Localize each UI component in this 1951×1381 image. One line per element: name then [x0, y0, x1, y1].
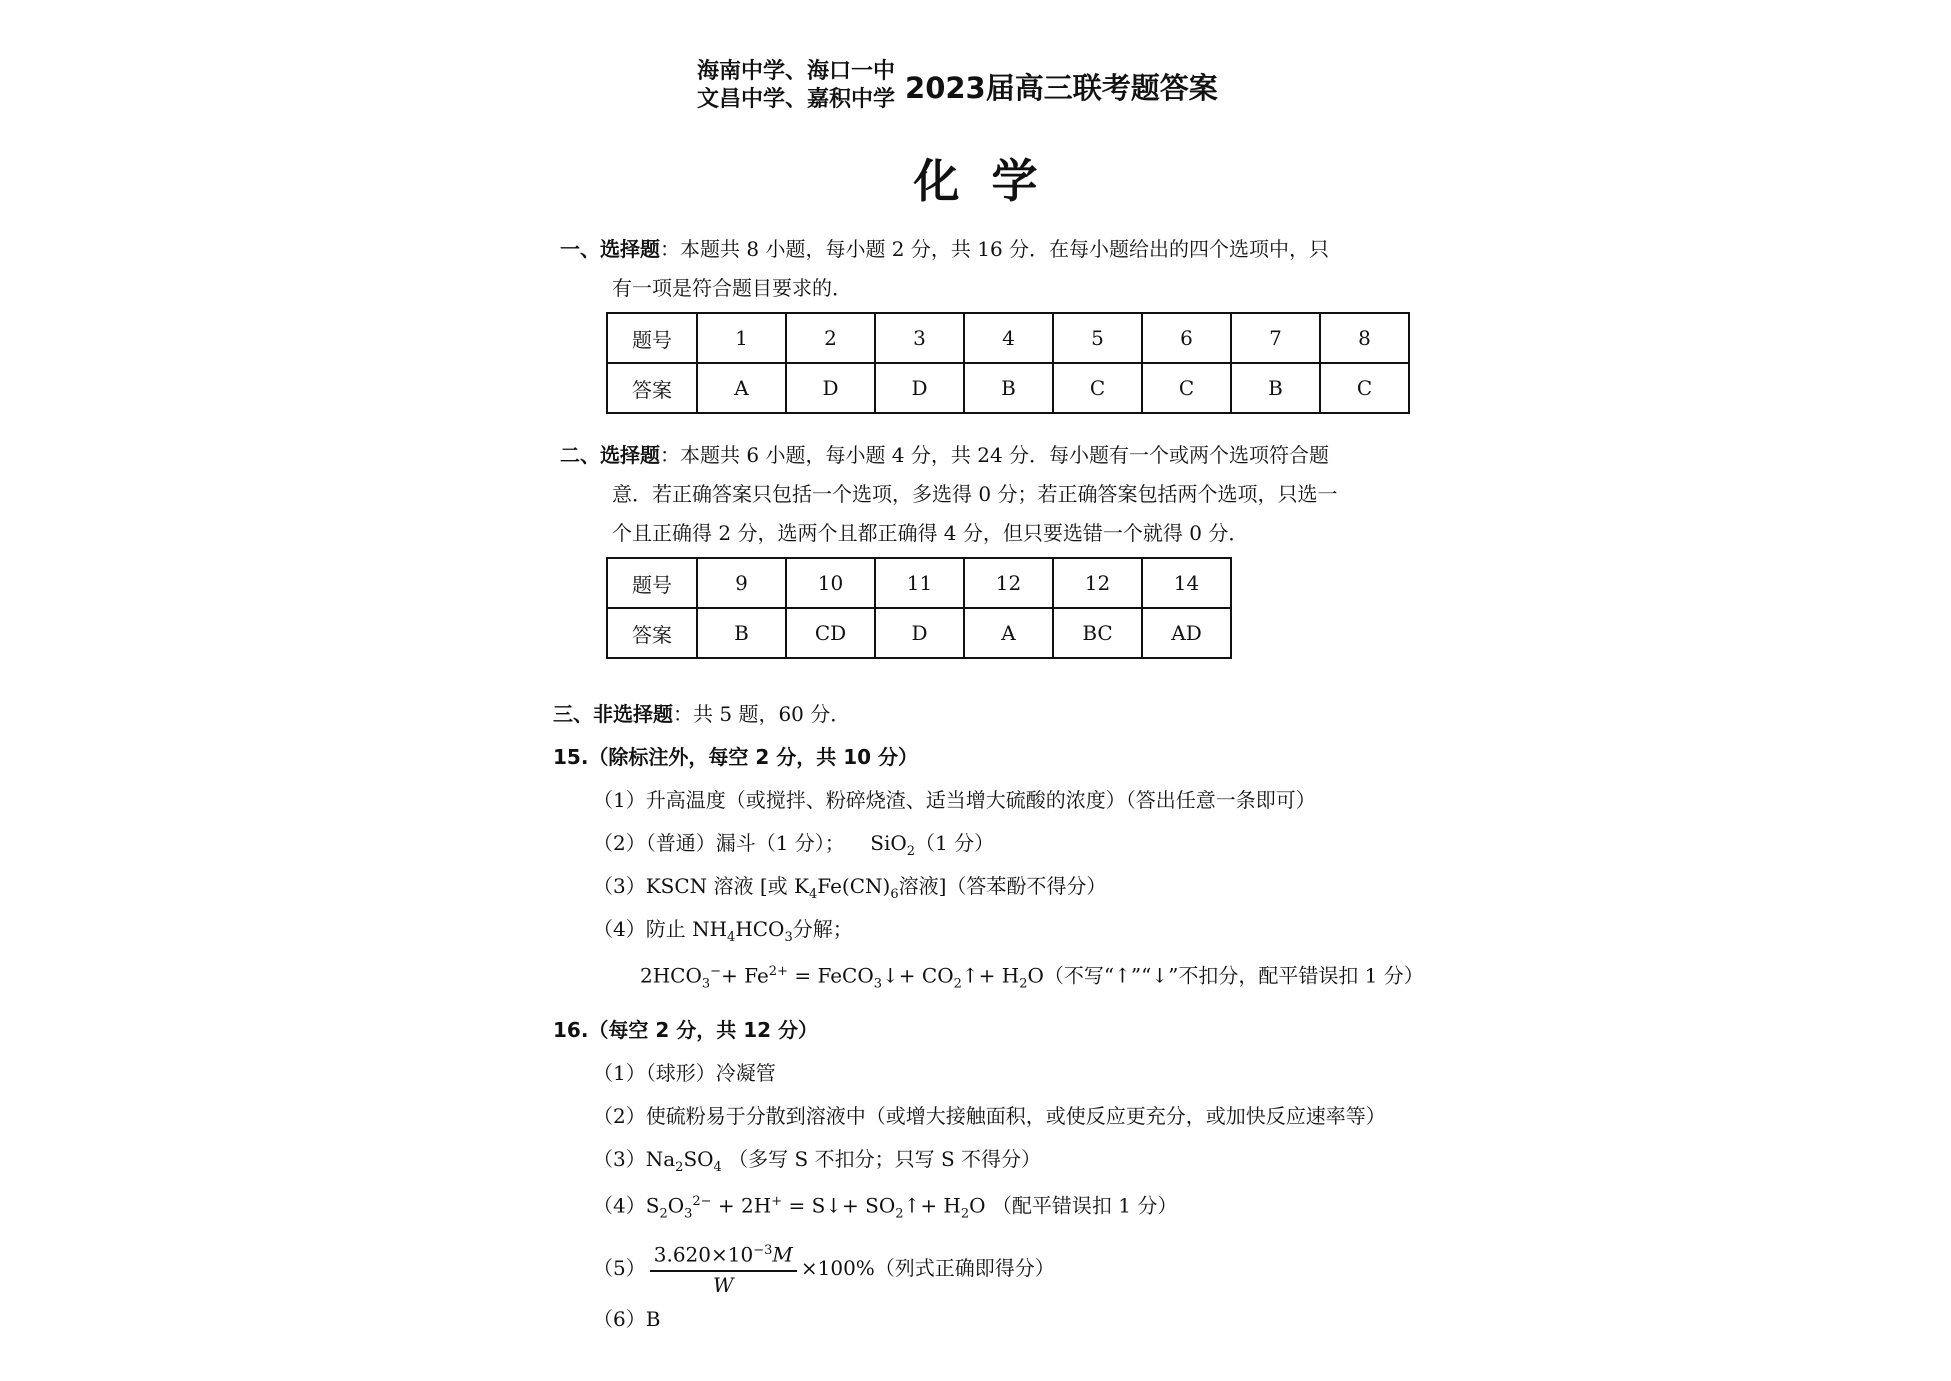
- question-number-cell: 14: [1142, 558, 1231, 608]
- q15-answer-3-mid: Fe(CN): [817, 874, 891, 898]
- q15-answer-4: [593, 915, 853, 952]
- fraction-numerator: [650, 1238, 797, 1272]
- table-header-cell: 题号: [607, 313, 697, 363]
- subscript: 4: [713, 1160, 722, 1175]
- question-number-cell: 3: [875, 313, 964, 363]
- q15-answer-2: [593, 829, 994, 866]
- q15-answer-2-prefix: （2）（普通）漏斗（1 分）；: [593, 831, 845, 855]
- answer-cell: D: [786, 363, 875, 413]
- q16-answer-5-label: （5）: [593, 1255, 646, 1280]
- equation-part: + Fe: [721, 963, 769, 988]
- q15-answer-3: [593, 872, 1106, 909]
- answer-cell: AD: [1142, 608, 1231, 658]
- table-row: [607, 558, 1231, 608]
- table-row: [607, 313, 1409, 363]
- answer-cell: B: [964, 363, 1053, 413]
- question-number-cell: 2: [786, 313, 875, 363]
- table-row: [607, 363, 1409, 413]
- equation-part: ↓+ CO: [882, 963, 954, 988]
- subscript: 2: [675, 1160, 684, 1175]
- q16-title: 16.（每空 2 分，共 12 分）: [553, 1018, 819, 1042]
- subscript: 3: [784, 930, 793, 945]
- subscript: 2: [659, 1206, 668, 1222]
- answer-cell: A: [697, 363, 786, 413]
- question-number-cell: 5: [1053, 313, 1142, 363]
- section-2-text-line-1: ：本题共 6 小题，每小题 4 分，共 24 分．每小题有一个或两个选项符合题: [660, 443, 1330, 467]
- superscript: 2+: [768, 964, 788, 979]
- subscript: 2: [906, 844, 916, 859]
- numerator-variable: M: [772, 1242, 793, 1267]
- answer-cell: BC: [1053, 608, 1142, 658]
- question-number-cell: 9: [697, 558, 786, 608]
- school-names-line-1: 海南中学、海口一中: [697, 59, 896, 84]
- section-1-instructions: [560, 230, 1410, 308]
- question-number-cell: 10: [786, 558, 875, 608]
- q16-answer-2: （2）使硫粉易于分散到溶液中（或增大接触面积，或使反应更充分，或加快反应速率等）: [593, 1104, 1386, 1128]
- answer-cell: A: [964, 608, 1053, 658]
- equation-part: ↑+ H: [903, 1193, 961, 1218]
- q16-answer-5: [593, 1238, 1055, 1298]
- table-row: [607, 608, 1231, 658]
- subscript: 2: [953, 976, 962, 992]
- fraction: [650, 1238, 797, 1298]
- subscript: 3: [701, 976, 711, 992]
- q16-answer-1: （1）（球形）冷凝管: [593, 1061, 776, 1085]
- equation-part: 2HCO: [640, 963, 702, 988]
- numerator-value: 3.620×10: [653, 1242, 754, 1267]
- answer-cell: D: [875, 363, 964, 413]
- q16-answer-3-suffix: （多写 S 不扣分；只写 S 不得分）: [721, 1147, 1042, 1171]
- question-number-cell: 6: [1142, 313, 1231, 363]
- q15-answer-2-suffix: （1 分）: [915, 831, 995, 855]
- q15-answer-1: （1）升高温度（或搅拌、粉碎烧渣、适当增大硫酸的浓度）（答出任意一条即可）: [593, 788, 1316, 812]
- answer-cell: C: [1320, 363, 1409, 413]
- subscript: 2: [895, 1206, 904, 1222]
- q15-answer-4-suffix: 分解；: [792, 917, 853, 941]
- equation-part: ↑+ H: [961, 963, 1020, 988]
- question-number-cell: 1: [697, 313, 786, 363]
- subscript: 4: [809, 887, 818, 902]
- superscript: +: [771, 1194, 783, 1209]
- table-header-cell: 答案: [607, 363, 697, 413]
- equation-part: + 2H: [711, 1193, 772, 1218]
- q16-answer-3-mid: SO: [683, 1147, 714, 1171]
- subscript: 3: [684, 1206, 693, 1222]
- answer-cell: B: [1231, 363, 1320, 413]
- table-header-cell: 答案: [607, 608, 697, 658]
- section-3-text: ：共 5 题，60 分．: [673, 702, 851, 726]
- section-1-lead: 一、选择题: [560, 237, 660, 261]
- fraction-denominator: W: [713, 1272, 734, 1297]
- q16-answer-6: （6）B: [593, 1307, 661, 1331]
- question-number-cell: 7: [1231, 313, 1320, 363]
- question-number-cell: 12: [964, 558, 1053, 608]
- section-3-heading: [553, 700, 850, 728]
- answer-cell: CD: [786, 608, 875, 658]
- section-1-text-line-2: 有一项是符合题目要求的．: [612, 276, 852, 300]
- equation-part: = FeCO: [787, 963, 874, 988]
- answer-cell: C: [1053, 363, 1142, 413]
- q16-answer-3-prefix: （3）Na: [593, 1147, 676, 1171]
- q15-title: 15.（除标注外，每空 2 分，共 10 分）: [553, 745, 919, 769]
- superscript: −3: [753, 1243, 773, 1258]
- q15-answer-3-suffix: 溶液]（答苯酚不得分）: [898, 874, 1107, 898]
- subscript: 3: [873, 976, 883, 992]
- section-2-lead: 二、选择题: [560, 443, 660, 467]
- q15-answer-3-prefix: （3）KSCN 溶液 [或 K: [593, 874, 809, 898]
- q15-equation: [640, 958, 1424, 999]
- document-header: [697, 58, 1218, 114]
- answer-cell: C: [1142, 363, 1231, 413]
- document-title: 2023届高三联考题答案: [905, 70, 1218, 105]
- answer-cell: D: [875, 608, 964, 658]
- section-2-text-line-3: 个且正确得 2 分，选两个且都正确得 4 分，但只要选错一个就得 0 分．: [612, 521, 1249, 545]
- subscript: 6: [890, 887, 899, 902]
- q16-answer-5-suffix: ×100%（列式正确即得分）: [800, 1255, 1055, 1280]
- subscript: 2: [960, 1206, 970, 1222]
- equation-part: O: [667, 1193, 685, 1218]
- section-3-lead: 三、非选择题: [553, 702, 673, 726]
- section-1-text-line-1: ：本题共 8 小题，每小题 2 分，共 16 分．在每小题给出的四个选项中，只: [660, 237, 1330, 261]
- answer-cell: B: [697, 608, 786, 658]
- q15-answer-4-prefix: （4）防止 NH: [593, 917, 728, 941]
- equation-part: O （配平错误扣 1 分）: [969, 1193, 1178, 1218]
- question-number-cell: 11: [875, 558, 964, 608]
- q15-answer-4-mid: HCO: [735, 917, 785, 941]
- school-names-line-2: 文昌中学、嘉积中学: [697, 87, 896, 112]
- question-number-cell: 12: [1053, 558, 1142, 608]
- equation-part: （4）S: [593, 1193, 660, 1218]
- section-2-answer-table: [606, 557, 1232, 659]
- question-number-cell: 4: [964, 313, 1053, 363]
- table-header-cell: 题号: [607, 558, 697, 608]
- question-number-cell: 8: [1320, 313, 1409, 363]
- superscript: −: [710, 964, 722, 979]
- section-2-text-line-2: 意．若正确答案只包括一个选项，多选得 0 分；若正确答案包括两个选项，只选一: [612, 482, 1338, 506]
- q16-answer-3: [593, 1145, 1041, 1182]
- subscript: 2: [1019, 976, 1028, 992]
- school-names: [697, 58, 895, 114]
- q15-answer-2-formula: SiO: [870, 831, 907, 855]
- section-1-answer-table: [606, 312, 1410, 414]
- q16-answer-4: [593, 1188, 1177, 1229]
- equation-part: O（不写“↑”“↓”不扣分，配平错误扣 1 分）: [1027, 963, 1424, 988]
- equation-part: = S↓+ SO: [782, 1193, 896, 1218]
- superscript: 2−: [692, 1194, 712, 1209]
- subject-title: 化学: [913, 154, 1070, 208]
- section-2-instructions: [560, 436, 1410, 553]
- subscript: 4: [727, 930, 736, 945]
